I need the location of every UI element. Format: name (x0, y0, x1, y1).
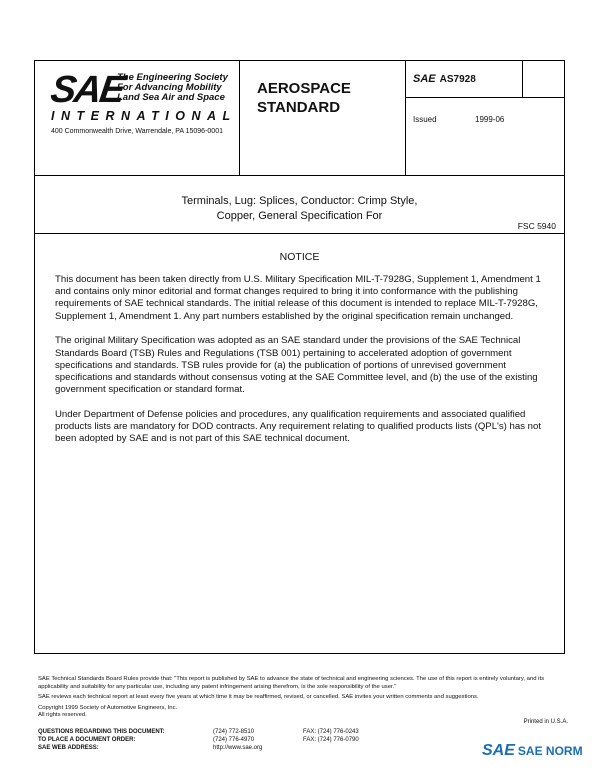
sae-norm-watermark: SAE SAE NORM (482, 742, 583, 759)
header-block (35, 61, 564, 176)
document-title: Terminals, Lug: Splices, Conductor: Crimp Style, Copper, General Specification For (181, 195, 418, 222)
contact-row: SAE WEB ADDRESS: http://www.sae.org (38, 744, 413, 752)
notice-body (55, 274, 549, 458)
sae-logo-text: SAE (48, 69, 127, 111)
notice-heading: NOTICE (279, 251, 320, 263)
notice-paragraph: Under Department of Defense policies and procedures, any qualification requirements and associated qualified products lists are mandatory for DOD contracts. Any requirement relating to qualified products lists (QPL's) has not been adopted by SAE and is not part of this SAE technical document. (55, 408, 541, 445)
doc-number-divider (522, 61, 523, 97)
sae-logo (48, 69, 237, 123)
fsc-code: FSC 5940 (517, 221, 556, 231)
contact-table (38, 728, 413, 752)
sae-address: 400 Commonwealth Drive, Warrendale, PA 15096-0001 (51, 128, 223, 135)
doc-number: SAE AS7928 (413, 73, 476, 85)
sae-international: INTERNATIONAL (51, 109, 237, 123)
title-separator (35, 233, 564, 234)
sae-tagline: The Engineering Society For Advancing Mobility Land Sea Air and Space (117, 72, 228, 103)
notice-paragraph: This document has been taken directly from U.S. Military Specification MIL-T-7928G, Supplement 1, Amendment 1 and contains only minor editorial and format changes required to bring it into conformance with the publishing requirements of SAE technical standards. The initial release of this document is intended to replace MIL-T-7928G, Supplement 1, Amendment 1. Any part numbers established by the original specification remain unchanged. (55, 274, 541, 322)
doc-number-box (405, 61, 564, 98)
standard-type: AEROSPACE STANDARD (257, 80, 351, 116)
footer-review-note: SAE reviews each technical report at least every five years at which time it may be reaffirmed, revised, or cancelled. SAE invites your written comments and suggestions. (38, 694, 479, 701)
sae-web-link[interactable]: http://www.sae.org (213, 745, 263, 751)
header-divider (239, 61, 240, 175)
notice-paragraph: The original Military Specification was adopted as an SAE standard under the provisions of the SAE Technical Standards Board (TSB) Rules and Regulations (TSB 001) pertaining to accelerated adoption of government specifications and standards. TSB rules provide for (a) the publication of portions of unrevised government specifications and standards without consensus voting at the SAE Committee level, and (b) the use of the existing government specification or standard format. (55, 335, 538, 396)
contact-row: QUESTIONS REGARDING THIS DOCUMENT: (724) 772-8510 FAX: (724) 776-0243 (38, 729, 359, 735)
contact-row: TO PLACE A DOCUMENT ORDER: (724) 776-4970 FAX: (724) 776-0790 (38, 737, 359, 743)
document-frame (34, 60, 565, 654)
issued-label: Issued (413, 115, 437, 124)
footer-copyright: Copyright 1999 Society of Automotive Engineers, Inc. All rights reserved. (38, 704, 178, 719)
issued-date: 1999-06 (475, 115, 505, 124)
footer-disclaimer: SAE Technical Standards Board Rules provide that: "This report is published by SAE to advance the state of technical and engineering sciences. The use of this report is entirely voluntary, and its applicability and suitability for any particular use, including any patent infringement arising therefrom, is the sole responsibility of the user." (38, 676, 545, 690)
legal-footer (38, 676, 568, 723)
printed-in: Printed in U.S.A. (523, 719, 568, 725)
